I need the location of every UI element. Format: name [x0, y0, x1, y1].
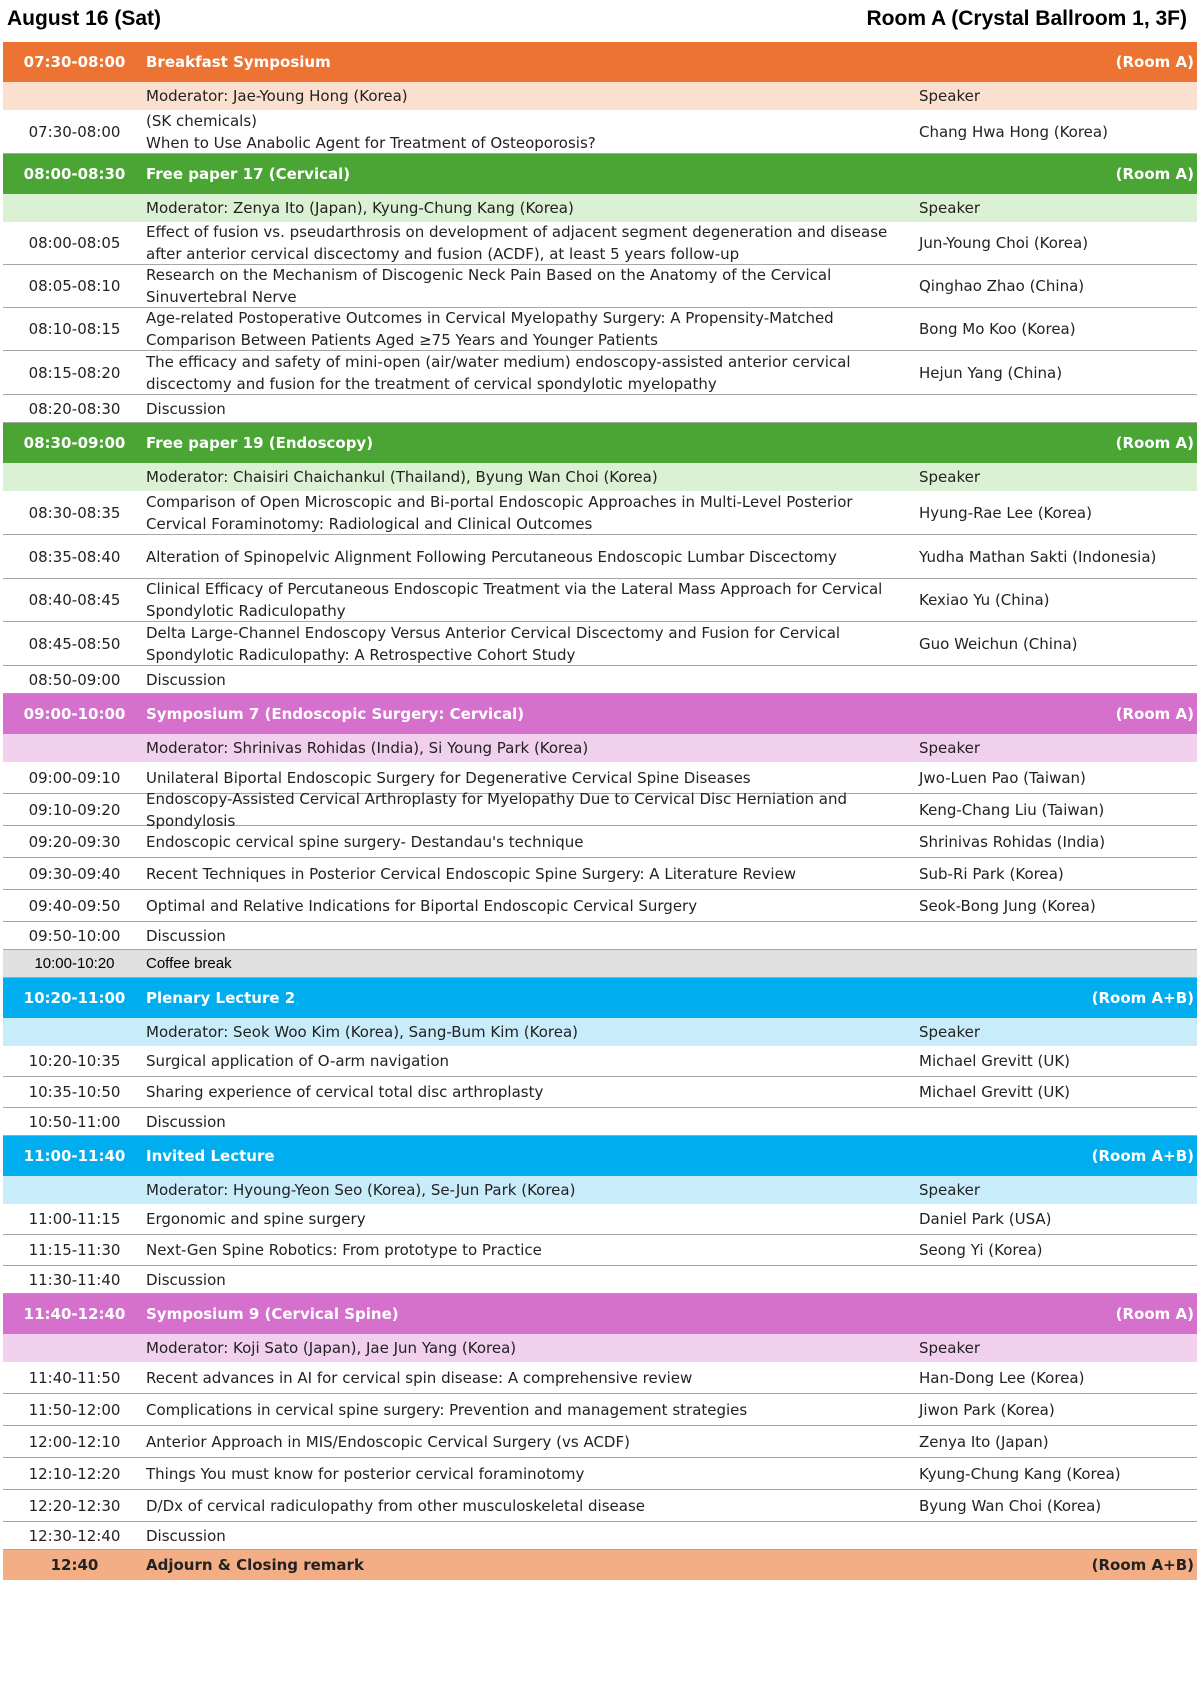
talk-time: 08:50-09:00: [28, 670, 121, 689]
talk-row: [3, 1426, 1197, 1458]
talk-title: Effect of fusion vs. pseudarthrosis on development of adjacent segment degeneration and disease after anterior cervical discectomy and fusion (ACDF), at least 5 years follow-up: [146, 223, 888, 263]
talk-title: Discussion: [146, 399, 226, 418]
break-title: Coffee break: [146, 954, 232, 972]
talk-time: 08:35-08:40: [28, 547, 121, 566]
talk-speaker: Shrinivas Rohidas (India): [919, 832, 1106, 851]
talk-row: [3, 1077, 1197, 1108]
talk-speaker: Keng-Chang Liu (Taiwan): [919, 800, 1105, 819]
talk-speaker: [919, 1522, 1197, 1549]
talk-time: 12:30-12:40: [28, 1526, 121, 1545]
talk-title: Things You must know for posterior cervical foraminotomy: [146, 1464, 585, 1483]
session-title: Breakfast Symposium: [146, 53, 331, 71]
talk-title: Research on the Mechanism of Discogenic Neck Pain Based on the Anatomy of the Cervical Sinuvertebral Nerve: [146, 266, 832, 306]
session-time: 11:00-11:40: [23, 1147, 126, 1165]
talk-speaker: Jun-Young Choi (Korea): [919, 234, 1089, 252]
moderator-text: Moderator: Koji Sato (Japan), Jae Jun Yang (Korea): [146, 1339, 517, 1357]
talk-row: [3, 858, 1197, 890]
day-date: August 16 (Sat): [7, 7, 162, 30]
session-time: 08:00-08:30: [23, 165, 126, 183]
session-header: [3, 423, 1197, 463]
session-header: [3, 154, 1197, 194]
talk-time: 08:10-08:15: [28, 320, 121, 338]
talk-speaker: Han-Dong Lee (Korea): [919, 1368, 1085, 1387]
talk-title: Anterior Approach in MIS/Endoscopic Cervical Surgery (vs ACDF): [146, 1432, 630, 1451]
talk-time: 09:20-09:30: [28, 832, 121, 851]
talk-time: 11:00-11:15: [28, 1210, 121, 1228]
closing-room: (Room A+B): [1091, 1556, 1194, 1574]
talk-title: Recent advances in AI for cervical spin disease: A comprehensive review: [146, 1368, 693, 1387]
session-time: 07:30-08:00: [23, 53, 126, 71]
talk-time: 12:20-12:30: [28, 1496, 121, 1515]
session-header: [3, 1294, 1197, 1334]
talk-speaker: Hejun Yang (China): [919, 363, 1063, 382]
session-title: Symposium 7 (Endoscopic Surgery: Cervical): [146, 705, 525, 723]
talk-row: [3, 1204, 1197, 1235]
talk-title: Age-related Postoperative Outcomes in Cervical Myelopathy Surgery: A Propensity-Matched Comparison Between Patients Aged ≥75 Years and Younger Patients: [146, 309, 834, 349]
discussion-row: [3, 1108, 1197, 1136]
closing-time: 12:40: [50, 1556, 99, 1574]
moderator-text: Moderator: Jae-Young Hong (Korea): [146, 87, 408, 105]
talk-title: Complications in cervical spine surgery: Prevention and management strategies: [146, 1400, 748, 1419]
talk-title: Delta Large-Channel Endoscopy Versus Anterior Cervical Discectomy and Fusion for Cervical Spondylotic Radiculopathy: A Retrospective Cohort Study: [146, 623, 841, 664]
talk-title: The efficacy and safety of mini-open (air/water medium) endoscopy-assisted anterior cervical discectomy and fusion for the treatment of cervical spondylotic myelopathy: [146, 352, 851, 393]
moderator-text: Moderator: Zenya Ito (Japan), Kyung-Chung Kang (Korea): [146, 199, 574, 217]
session-title: Free paper 17 (Cervical): [146, 165, 351, 183]
talk-speaker: [919, 1266, 1197, 1293]
talk-speaker: Michael Grevitt (UK): [919, 1052, 1071, 1070]
session-room: (Room A+B): [1091, 989, 1194, 1007]
talk-speaker: Qinghao Zhao (China): [919, 277, 1085, 295]
session-room: (Room A): [1115, 434, 1194, 452]
talk-speaker: Bong Mo Koo (Korea): [919, 320, 1076, 338]
talk-time: 10:20-10:35: [28, 1052, 121, 1070]
talk-title: Next-Gen Spine Robotics: From prototype to Practice: [146, 1241, 542, 1259]
talk-time: 09:50-10:00: [28, 926, 121, 945]
talk-time: 08:05-08:10: [28, 277, 121, 295]
session-header: [3, 1136, 1197, 1176]
talk-speaker: Zenya Ito (Japan): [919, 1432, 1049, 1451]
moderator-row: [3, 1018, 1197, 1046]
talk-row: [3, 789, 1197, 830]
moderator-text: Moderator: Hyoung-Yeon Seo (Korea), Se-Jun Park (Korea): [146, 1181, 576, 1199]
talk-speaker: Michael Grevitt (UK): [919, 1083, 1071, 1101]
talk-title: Discussion: [146, 1270, 226, 1289]
talk-title: Optimal and Relative Indications for Biportal Endoscopic Cervical Surgery: [146, 896, 698, 915]
break-time: 10:00-10:20: [34, 954, 115, 972]
speaker-column-label: Speaker: [919, 1339, 981, 1357]
talk-title: Ergonomic and spine surgery: [146, 1210, 366, 1228]
talk-time: 10:35-10:50: [28, 1083, 121, 1101]
room-name: Room A (Crystal Ballroom 1, 3F): [866, 7, 1187, 30]
session-time: 09:00-10:00: [23, 705, 126, 723]
talk-title: Unilateral Biportal Endoscopic Surgery for Degenerative Cervical Spine Diseases: [146, 768, 751, 787]
talk-title: Alteration of Spinopelvic Alignment Following Percutaneous Endoscopic Lumbar Discectomy: [146, 547, 837, 566]
moderator-row: [3, 194, 1197, 222]
moderator-text: Moderator: Seok Woo Kim (Korea), Sang-Bum Kim (Korea): [146, 1023, 579, 1041]
talk-row: [3, 1046, 1197, 1077]
talk-time: 11:40-11:50: [28, 1368, 121, 1387]
talk-row: [3, 351, 1197, 395]
talk-title: Discussion: [146, 1112, 226, 1131]
talk-speaker: Jwo-Luen Pao (Taiwan): [919, 768, 1086, 787]
schedule-table: [3, 42, 1197, 1580]
session-room: (Room A): [1115, 53, 1194, 71]
talk-time: 11:30-11:40: [28, 1270, 121, 1289]
session-title: Free paper 19 (Endoscopy): [146, 434, 374, 452]
talk-title: Discussion: [146, 670, 226, 689]
session-room: (Room A): [1115, 1305, 1194, 1323]
talk-row: [3, 1235, 1197, 1266]
talk-speaker: [919, 1108, 1197, 1135]
talk-row: [3, 890, 1197, 922]
talk-time: 11:50-12:00: [28, 1400, 121, 1419]
talk-title: (SK chemicals) When to Use Anabolic Agent for Treatment of Osteoporosis?: [146, 111, 596, 152]
session-room: (Room A): [1115, 705, 1194, 723]
discussion-row: [3, 395, 1197, 423]
talk-row: [3, 1490, 1197, 1522]
talk-speaker: Byung Wan Choi (Korea): [919, 1496, 1102, 1515]
talk-speaker: Seong Yi (Korea): [919, 1241, 1043, 1259]
session-header: [3, 978, 1197, 1018]
session-title: Invited Lecture: [146, 1147, 275, 1165]
moderator-row: [3, 734, 1197, 762]
talk-speaker: Yudha Mathan Sakti (Indonesia): [919, 547, 1157, 566]
talk-speaker: Seok-Bong Jung (Korea): [919, 896, 1096, 915]
talk-speaker: Daniel Park (USA): [919, 1210, 1052, 1228]
talk-time: 12:10-12:20: [28, 1464, 121, 1483]
talk-row: [3, 622, 1197, 666]
session-header: [3, 694, 1197, 734]
session-time: 08:30-09:00: [23, 434, 126, 452]
talk-speaker: Guo Weichun (China): [919, 634, 1078, 653]
talk-row: [3, 265, 1197, 308]
talk-time: 08:15-08:20: [28, 363, 121, 382]
talk-row: [3, 1362, 1197, 1394]
discussion-row: [3, 666, 1197, 694]
talk-speaker: Chang Hwa Hong (Korea): [919, 122, 1108, 141]
talk-row: [3, 308, 1197, 351]
talk-title: Endoscopy-Assisted Cervical Arthroplasty for Myelopathy Due to Cervical Disc Herniation and Spondylosis: [146, 789, 848, 830]
moderator-row: [3, 82, 1197, 110]
talk-row: [3, 491, 1197, 535]
talk-speaker: [919, 666, 1197, 693]
talk-time: 12:00-12:10: [28, 1432, 121, 1451]
discussion-row: [3, 1266, 1197, 1294]
session-room: (Room A): [1115, 165, 1194, 183]
talk-title: Recent Techniques in Posterior Cervical Endoscopic Spine Surgery: A Literature Review: [146, 864, 797, 883]
session-title: Symposium 9 (Cervical Spine): [146, 1305, 399, 1323]
speaker-column-label: Speaker: [919, 1181, 981, 1199]
moderator-row: [3, 1176, 1197, 1204]
talk-time: 07:30-08:00: [28, 122, 121, 141]
talk-title: Sharing experience of cervical total disc arthroplasty: [146, 1083, 544, 1101]
page-header: [0, 0, 1200, 42]
talk-row: [3, 535, 1197, 579]
talk-speaker: Jiwon Park (Korea): [919, 1400, 1055, 1419]
talk-title: Discussion: [146, 926, 226, 945]
talk-row: [3, 1458, 1197, 1490]
talk-speaker: [919, 395, 1197, 422]
talk-title: Clinical Efficacy of Percutaneous Endoscopic Treatment via the Lateral Mass Approach for Cervical Spondylotic Radiculopathy: [146, 580, 883, 620]
talk-time: 08:40-08:45: [28, 591, 121, 609]
coffee-break-row: [3, 950, 1197, 978]
talk-row: [3, 826, 1197, 858]
speaker-column-label: Speaker: [919, 468, 981, 486]
talk-title: Surgical application of O-arm navigation: [146, 1052, 450, 1070]
talk-time: 11:15-11:30: [28, 1241, 121, 1259]
talk-time: 08:20-08:30: [28, 399, 121, 418]
talk-title: Endoscopic cervical spine surgery- Destandau's technique: [146, 832, 584, 851]
talk-title: Discussion: [146, 1526, 226, 1545]
moderator-row: [3, 463, 1197, 491]
session-header: [3, 42, 1197, 82]
talk-speaker: Sub-Ri Park (Korea): [919, 864, 1064, 883]
closing-title: Adjourn & Closing remark: [146, 1556, 364, 1574]
talk-time: 09:40-09:50: [28, 896, 121, 915]
talk-row: [3, 1394, 1197, 1426]
talk-title: Comparison of Open Microscopic and Bi-portal Endoscopic Approaches in Multi-Level Posterior Cervical Foraminotomy: Radiological and Clinical Outcomes: [146, 492, 853, 533]
discussion-row: [3, 1522, 1197, 1550]
talk-speaker: [919, 922, 1197, 949]
session-title: Plenary Lecture 2: [146, 989, 296, 1007]
session-time: 11:40-12:40: [23, 1305, 126, 1323]
talk-time: 08:30-08:35: [28, 503, 121, 522]
talk-time: 08:00-08:05: [28, 234, 121, 252]
moderator-row: [3, 1334, 1197, 1362]
moderator-text: Moderator: Shrinivas Rohidas (India), Si Young Park (Korea): [146, 739, 589, 757]
talk-time: 09:30-09:40: [28, 864, 121, 883]
speaker-column-label: Speaker: [919, 1023, 981, 1041]
talk-title: D/Dx of cervical radiculopathy from other musculoskeletal disease: [146, 1496, 645, 1515]
speaker-column-label: Speaker: [919, 87, 981, 105]
talk-speaker: Kyung-Chung Kang (Korea): [919, 1464, 1121, 1483]
closing-row: [3, 1550, 1197, 1580]
talk-time: 09:00-09:10: [28, 768, 121, 787]
talk-speaker: Kexiao Yu (China): [919, 591, 1050, 609]
session-time: 10:20-11:00: [23, 989, 126, 1007]
speaker-column-label: Speaker: [919, 199, 981, 217]
discussion-row: [3, 922, 1197, 950]
talk-row: [3, 579, 1197, 622]
talk-time: 08:45-08:50: [28, 634, 121, 653]
moderator-text: Moderator: Chaisiri Chaichankul (Thailand), Byung Wan Choi (Korea): [146, 468, 658, 486]
talk-time: 10:50-11:00: [28, 1112, 121, 1131]
talk-speaker: Hyung-Rae Lee (Korea): [919, 503, 1092, 522]
talk-row: [3, 222, 1197, 265]
speaker-column-label: Speaker: [919, 739, 981, 757]
talk-row: [3, 110, 1197, 154]
session-room: (Room A+B): [1091, 1147, 1194, 1165]
talk-time: 09:10-09:20: [28, 800, 121, 819]
